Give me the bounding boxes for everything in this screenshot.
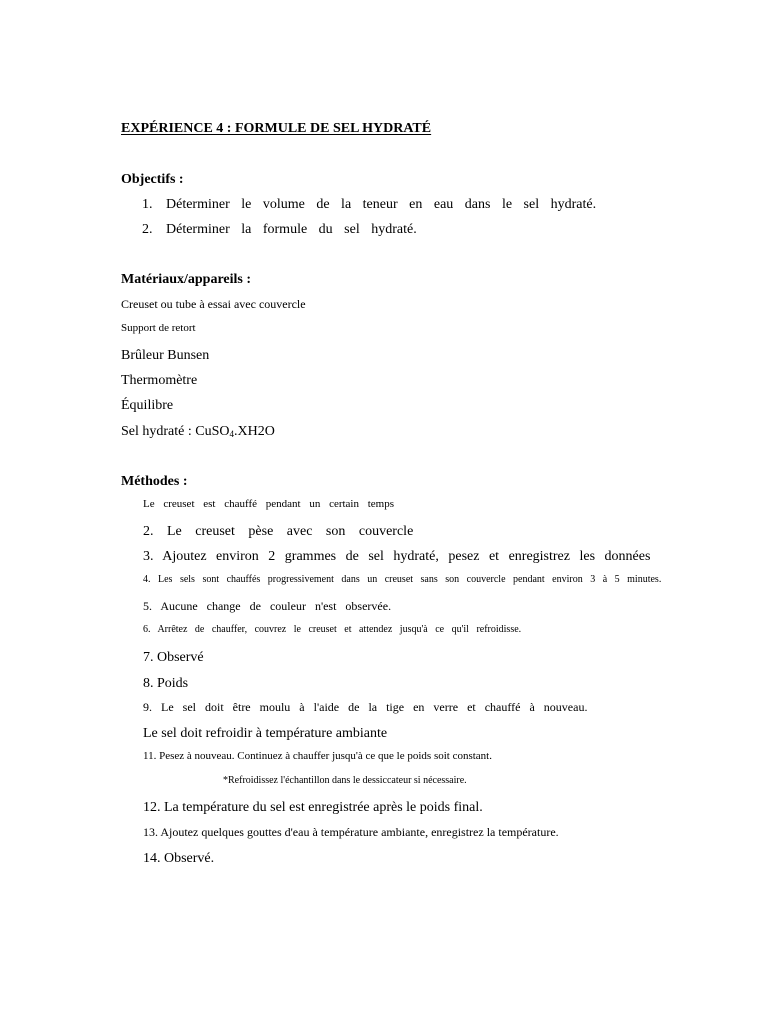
- method-step: 13. Ajoutez quelques gouttes d'eau à température ambiante, enregistrez la température.: [143, 825, 559, 839]
- method-step: 3. Ajoutez environ 2 grammes de sel hydraté, pesez et enregistrez les données: [143, 549, 651, 564]
- method-step: 6. Arrêtez de chauffer, couvrez le creuset et attendez jusqu'à ce qu'il refroidisse.: [143, 624, 522, 635]
- document-title: EXPÉRIENCE 4 : FORMULE DE SEL HYDRATÉ: [121, 121, 432, 136]
- material-item: Creuset ou tube à essai avec couvercle: [121, 297, 306, 311]
- method-step: 7. Observé: [143, 650, 204, 665]
- method-step: 4. Les sels sont chauffés progressivement dans un creuset sans son couvercle pendant environ 3 à 5 minutes.: [143, 574, 662, 585]
- method-step: Le sel doit refroidir à température ambiante: [143, 726, 388, 741]
- objective-text: Déterminer le volume de la teneur en eau dans le sel hydraté.: [166, 197, 597, 212]
- method-note: *Refroidissez l'échantillon dans le dessiccateur si nécessaire.: [223, 775, 467, 786]
- material-item: Support de retort: [121, 322, 196, 334]
- objective-number: 2.: [142, 222, 153, 237]
- method-step: 8. Poids: [143, 676, 189, 691]
- method-step: 5. Aucune change de couleur n'est observée.: [143, 599, 392, 613]
- material-item: Brûleur Bunsen: [121, 348, 210, 363]
- salt-formula-prefix: Sel hydraté : CuSO: [121, 424, 230, 439]
- objective-item: [142, 223, 417, 237]
- salt-formula-subscript: 4: [229, 429, 234, 439]
- material-item: Équilibre: [121, 398, 174, 413]
- salt-formula-suffix: .XH2O: [234, 424, 275, 439]
- objective-number: 1.: [142, 197, 153, 212]
- method-step: 11. Pesez à nouveau. Continuez à chauffer jusqu'à ce que le poids soit constant.: [143, 750, 492, 762]
- material-item-salt: [121, 425, 275, 439]
- materiaux-heading: Matériaux/appareils :: [121, 272, 252, 287]
- material-item: Thermomètre: [121, 373, 198, 388]
- method-step: Le creuset est chauffé pendant un certain temps: [143, 498, 395, 510]
- method-step: 9. Le sel doit être moulu à l'aide de la tige en verre et chauffé à nouveau.: [143, 700, 588, 714]
- objectifs-heading: Objectifs :: [121, 172, 184, 187]
- objective-item: [142, 198, 596, 212]
- methodes-heading: Méthodes :: [121, 474, 188, 489]
- method-step: 12. La température du sel est enregistrée après le poids final.: [143, 800, 483, 815]
- method-step: 14. Observé.: [143, 851, 215, 866]
- method-step: 2. Le creuset pèse avec son couvercle: [143, 524, 414, 539]
- objective-text: Déterminer la formule du sel hydraté.: [166, 222, 417, 237]
